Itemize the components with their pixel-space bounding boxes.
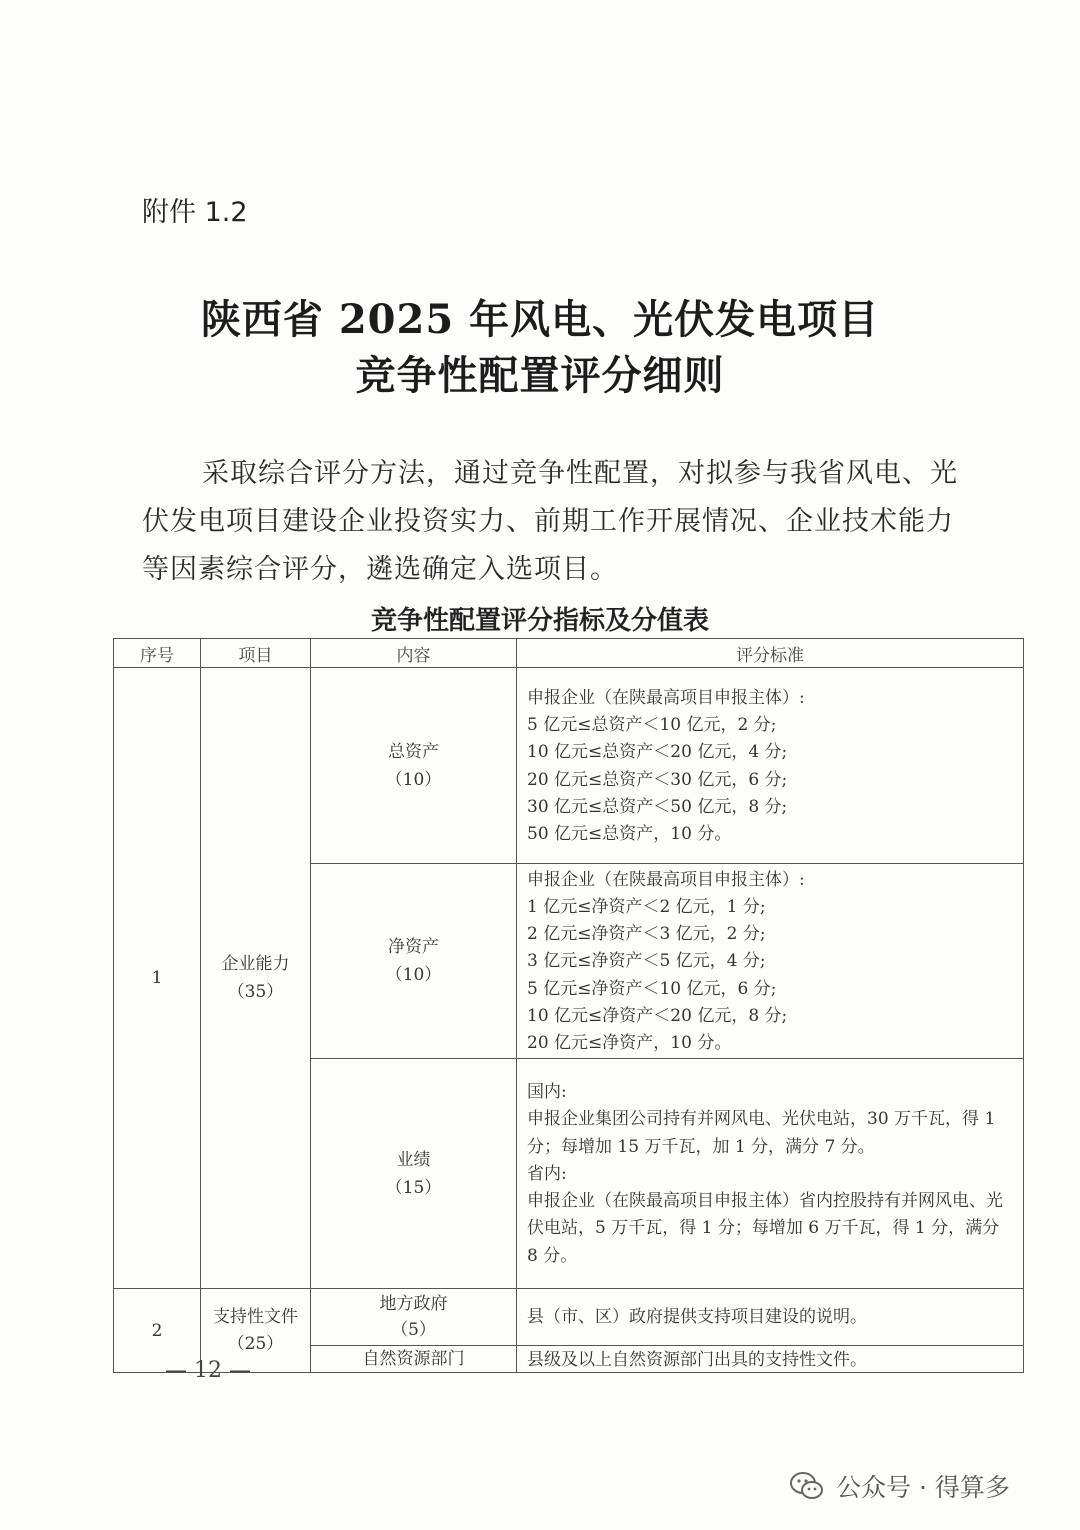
scoring-table	[113, 638, 1024, 1373]
item-name: 支持性文件（25）	[213, 1306, 298, 1354]
criteria-line: 省内:	[527, 1163, 567, 1184]
content-score: （10）	[385, 965, 442, 985]
criteria-cell	[517, 1346, 1024, 1373]
attachment-label: 附件 1.2	[142, 197, 248, 228]
item-cell	[201, 668, 311, 1289]
criteria-line: 国内:	[527, 1082, 567, 1103]
criteria-line: 申报企业（在陕最高项目申报主体）:	[527, 869, 805, 890]
content-cell	[311, 1059, 517, 1289]
content-cell	[311, 864, 517, 1059]
criteria-line: 20 亿元≤净资产，10 分。	[527, 1033, 732, 1053]
content-name: 总资产	[388, 741, 439, 762]
wechat-icon	[790, 1471, 824, 1501]
intro-paragraph	[142, 450, 972, 594]
intro-text: 采取综合评分方法，通过竞争性配置，对拟参与我省风电、光伏发电项目建设企业投资实力、前期工作开展情况、企业技术能力等因素综合评分，遴选确定入选项目。	[142, 458, 958, 585]
item-name: 企业能力	[221, 954, 290, 974]
criteria-line: 申报企业（在陕最高项目申报主体）省内控股持有并网风电、光伏电站，5 万千瓦，得 1 分；每增加 6 万千瓦，得 1 分，满分 8 分。	[527, 1191, 1003, 1266]
watermark	[790, 1468, 1010, 1504]
criteria-line: 申报企业（在陕最高项目申报主体）:	[527, 687, 805, 708]
row-number: 2	[114, 1289, 201, 1373]
content-name: 地方政府	[379, 1294, 448, 1314]
content-name: 自然资源部门	[362, 1349, 465, 1369]
header-item: 项目	[201, 639, 311, 668]
criteria-line: 1 亿元≤净资产＜2 亿元，1 分;	[527, 896, 766, 917]
header-criteria: 评分标准	[517, 639, 1024, 668]
criteria-line: 县（市、区）政府提供支持项目建设的说明。	[527, 1307, 867, 1328]
watermark-text: 公众号 · 得算多	[836, 1473, 1010, 1502]
content-score: （5）	[391, 1320, 436, 1340]
criteria-line: 10 亿元≤净资产＜20 亿元，8 分;	[527, 1005, 788, 1026]
criteria-cell	[517, 864, 1024, 1059]
content-name: 业绩	[396, 1149, 431, 1170]
content-score: （15）	[385, 1177, 442, 1198]
document-title-line-1: 陕西省 2025 年风电、光伏发电项目	[200, 296, 880, 343]
criteria-line: 5 亿元≤总资产＜10 亿元，2 分;	[527, 715, 777, 736]
content-name: 净资产	[388, 937, 439, 957]
criteria-line: 30 亿元≤总资产＜50 亿元，8 分;	[527, 796, 788, 817]
header-content: 内容	[311, 639, 517, 668]
row-number: 1	[114, 668, 201, 1289]
page-number: — 12 —	[165, 1358, 251, 1383]
criteria-line: 县级及以上自然资源部门出具的支持性文件。	[527, 1350, 867, 1370]
criteria-line: 20 亿元≤总资产＜30 亿元，6 分;	[527, 769, 788, 790]
criteria-line: 3 亿元≤净资产＜5 亿元，4 分;	[527, 951, 766, 972]
criteria-line: 5 亿元≤净资产＜10 亿元，6 分;	[527, 978, 777, 999]
criteria-line: 2 亿元≤净资产＜3 亿元，2 分;	[527, 924, 766, 945]
criteria-cell	[517, 1059, 1024, 1289]
criteria-line: 10 亿元≤总资产＜20 亿元，4 分;	[527, 742, 788, 763]
criteria-cell	[517, 1289, 1024, 1346]
content-cell	[311, 1289, 517, 1346]
header-no: 序号	[114, 639, 201, 668]
item-score: （35）	[227, 982, 284, 1002]
criteria-line: 50 亿元≤总资产，10 分。	[527, 823, 732, 844]
content-score: （10）	[385, 769, 442, 790]
criteria-cell	[517, 668, 1024, 864]
document-title-line-2: 竞争性配置评分细则	[355, 352, 725, 399]
criteria-line: 申报企业集团公司持有并网风电、光伏电站，30 万千瓦，得 1 分；每增加 15 万千瓦，加 1 分，满分 7 分。	[527, 1109, 996, 1157]
table-title: 竞争性配置评分指标及分值表	[370, 606, 709, 636]
table-header-row	[114, 639, 1024, 668]
table-row	[114, 1289, 1024, 1346]
table-row	[114, 668, 1024, 864]
content-cell	[311, 668, 517, 864]
content-cell	[311, 1346, 517, 1373]
